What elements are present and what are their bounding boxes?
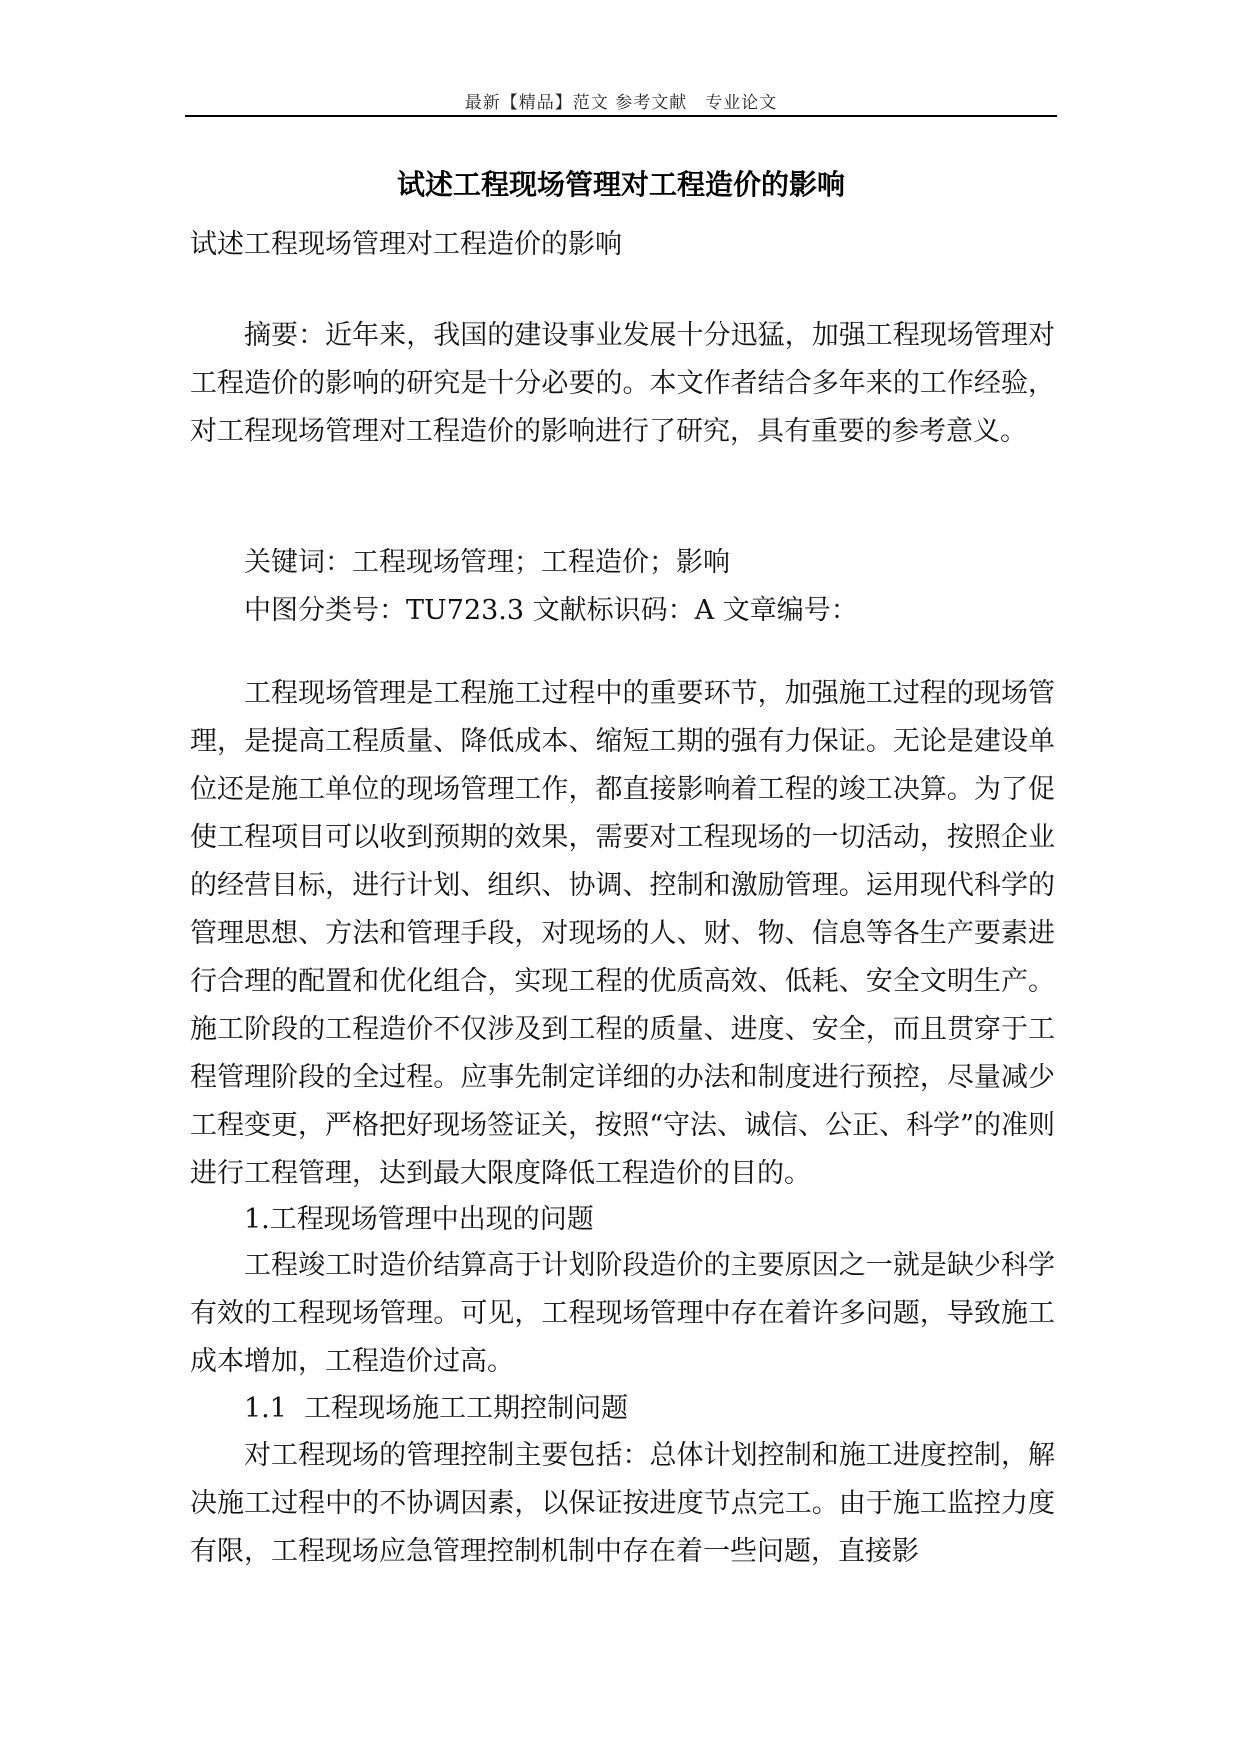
classification-line: 中图分类号：TU723.3 文献标识码：A 文章编号：	[244, 595, 858, 626]
intro-paragraph: 工程现场管理是工程施工过程中的重要环节，加强施工过程的现场管理，是提高工程质量、降低成本、缩短工期的强有力保证。无论是建设单位还是施工单位的现场管理工作，都直接影响着工程的竣工决算。为了促使工程项目可以收到预期的效果，需要对工程现场的一切活动，按照企业的经营目标，进行计划、组织、协调、控制和激励管理。运用现代科学的管理思想、方法和管理手段，对现场的人、财、物、信息等各生产要素进行合理的配置和优化组合，实现工程的优质高效、低耗、安全文明生产。施工阶段的工程造价不仅涉及到工程的质量、进度、安全，而且贯穿于工程管理阶段的全过程。应事先制定详细的办法和制度进行预控，尽量减少工程变更，严格把好现场签证关，按照“守法、诚信、公正、科学”的准则进行工程管理，达到最大限度降低工程造价的目的。	[190, 678, 1055, 1189]
section-1-1-paragraph: 对工程现场的管理控制主要包括：总体计划控制和施工进度控制，解决施工过程中的不协调因素，以保证按进度节点完工。由于施工监控力度有限，工程现场应急管理控制机制中存在着一些问题，直接影	[190, 1440, 1055, 1567]
section-1-heading: 1.工程现场管理中出现的问题	[244, 1204, 594, 1235]
abstract-paragraph: 摘要：近年来，我国的建设事业发展十分迅猛，加强工程现场管理对工程造价的影响的研究是十分必要的。本文作者结合多年来的工作经验，对工程现场管理对工程造价的影响进行了研究，具有重要的参考意义。	[190, 320, 1055, 447]
header-divider	[185, 115, 1057, 117]
document-title: 试述工程现场管理对工程造价的影响	[396, 168, 845, 201]
running-header: 最新【精品】范文 参考文献 专业论文	[464, 93, 778, 113]
keywords-line: 关键词：工程现场管理；工程造价；影响	[244, 547, 730, 578]
section-1-1-heading: 1.1 工程现场施工工期控制问题	[244, 1393, 629, 1424]
section-1-paragraph: 工程竣工时造价结算高于计划阶段造价的主要原因之一就是缺少科学有效的工程现场管理。可见，工程现场管理中存在着许多问题，导致施工成本增加，工程造价过高。	[190, 1250, 1055, 1377]
document-subtitle: 试述工程现场管理对工程造价的影响	[190, 229, 622, 260]
